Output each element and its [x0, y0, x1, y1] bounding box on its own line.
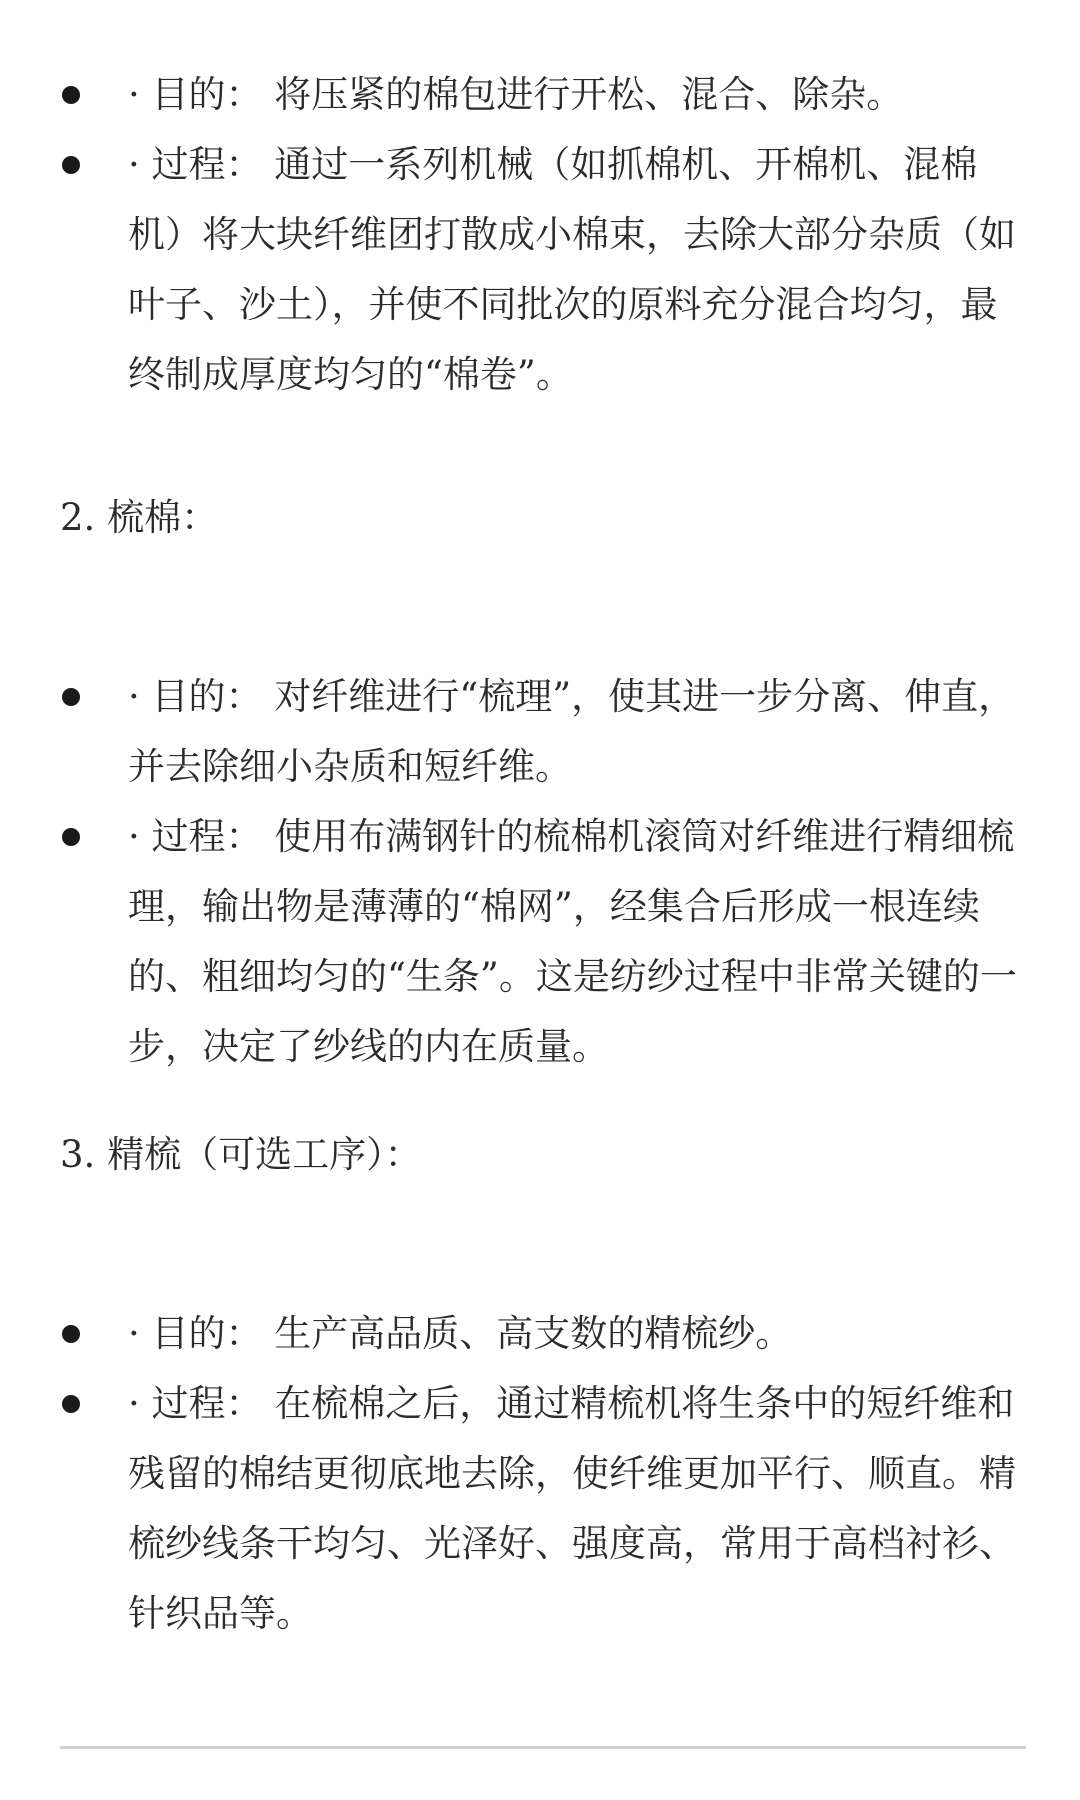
- bullet-dot-icon: [62, 688, 80, 706]
- list-item: [60, 60, 1020, 130]
- bottom-divider: [60, 1746, 1026, 1749]
- list-item-text: · 过程： 使用布满钢针的梳棉机滚筒对纤维进行精细梳理，输出物是薄薄的“棉网”，经集合后形成一根连续的、粗细均匀的“生条”。这是纺纱过程中非常关键的一步，决定了纱线的内在质量。: [128, 815, 1017, 1068]
- list-item: [60, 1369, 1020, 1649]
- list-item: [60, 662, 1020, 802]
- list-item-text: · 过程： 在梳棉之后，通过精梳机将生条中的短纤维和残留的棉结更彻底地去除，使纤维更加平行、顺直。精梳纱线条干均匀、光泽好、强度高，常用于高档衬衫、针织品等。: [128, 1382, 1016, 1635]
- list-item-text: · 目的： 对纤维进行“梳理”，使其进一步分离、伸直，并去除细小杂质和短纤维。: [128, 675, 1016, 788]
- section-heading-carding: 2. 梳棉：: [60, 496, 219, 539]
- list-item: [60, 1299, 1020, 1369]
- section-opening-list: [60, 60, 1020, 410]
- bullet-dot-icon: [62, 1325, 80, 1343]
- bullet-dot-icon: [62, 1395, 80, 1413]
- list-item: [60, 130, 1020, 410]
- bullet-dot-icon: [62, 828, 80, 846]
- list-item-text: · 目的： 生产高品质、高支数的精梳纱。: [128, 1312, 793, 1355]
- bullet-dot-icon: [62, 156, 80, 174]
- bullet-dot-icon: [62, 86, 80, 104]
- list-item-text: · 目的： 将压紧的棉包进行开松、混合、除杂。: [128, 73, 904, 116]
- section-combing-list: [60, 1299, 1020, 1649]
- list-item-text: · 过程： 通过一系列机械（如抓棉机、开棉机、混棉机）将大块纤维团打散成小棉束，去除大部分杂质（如叶子、沙土），并使不同批次的原料充分混合均匀，最终制成厚度均匀的“棉卷”。: [128, 143, 1016, 396]
- list-item: [60, 802, 1020, 1082]
- section-carding-list: [60, 662, 1020, 1082]
- section-heading-combing: 3. 精梳（可选工序）：: [60, 1133, 422, 1176]
